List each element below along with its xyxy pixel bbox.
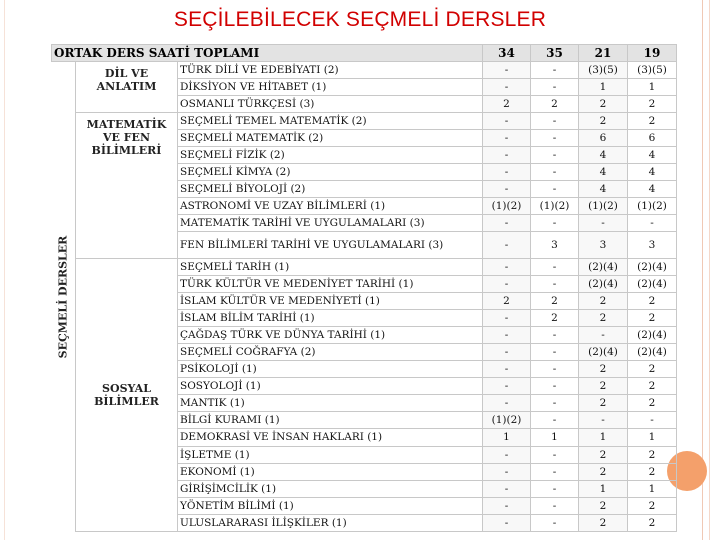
hours-cell: - [531,395,579,412]
hours-cell: 2 [628,395,677,412]
column-header: 35 [531,45,579,62]
hours-cell: - [483,310,531,327]
hours-cell: 6 [579,130,628,147]
hours-cell: - [531,497,579,514]
hours-cell: 4 [628,164,677,181]
hours-cell: - [483,181,531,198]
hours-cell: 1 [628,480,677,497]
hours-cell: - [483,344,531,361]
hours-cell: (1)(2) [579,198,628,215]
hours-cell: 1 [579,480,628,497]
hours-cell: - [531,215,579,232]
hours-cell: - [531,62,579,79]
hours-cell: 3 [579,232,628,259]
course-name: İSLAM KÜLTÜR VE MEDENİYETİ (1) [178,293,483,310]
hours-cell: 1 [579,79,628,96]
hours-cell: - [531,361,579,378]
hours-cell: 2 [531,96,579,113]
course-name: TÜRK KÜLTÜR VE MEDENİYET TARİHİ (1) [178,276,483,293]
hours-cell: 2 [628,113,677,130]
table-row [52,259,677,276]
hours-cell: - [531,327,579,344]
hours-cell: - [483,62,531,79]
hours-cell: - [483,378,531,395]
hours-cell: 2 [628,96,677,113]
hours-cell: - [483,463,531,480]
course-name: SEÇMELİ KİMYA (2) [178,164,483,181]
course-name: ASTRONOMİ VE UZAY BİLİMLERİ (1) [178,198,483,215]
hours-cell: - [531,446,579,463]
hours-cell: - [483,79,531,96]
course-name: SOSYOLOJİ (1) [178,378,483,395]
hours-cell: 4 [579,147,628,164]
hours-cell: (3)(5) [628,62,677,79]
course-name: FEN BİLİMLERİ TARİHİ VE UYGULAMALARI (3) [178,232,483,259]
course-name: TÜRK DİLİ VE EDEBİYATI (2) [178,62,483,79]
slide-frame-right [702,0,720,540]
hours-cell: - [483,446,531,463]
hours-cell: 2 [579,446,628,463]
course-name: BİLGİ KURAMI (1) [178,412,483,429]
hours-cell: - [483,113,531,130]
hours-cell: 4 [628,147,677,164]
group-label: SOSYAL BİLİMLER [76,259,178,532]
hours-cell: (1)(2) [531,198,579,215]
side-label [52,62,76,532]
course-name: YÖNETİM BİLİMİ (1) [178,497,483,514]
side-label-text: SEÇMELİ DERSLER [56,235,70,359]
hours-cell: 2 [579,514,628,531]
hours-cell: - [531,463,579,480]
hours-cell: 2 [579,361,628,378]
hours-cell: 2 [628,378,677,395]
table-row [52,113,677,130]
hours-cell: 1 [531,429,579,446]
hours-cell: (2)(4) [579,276,628,293]
hours-cell: - [483,164,531,181]
hours-cell: (2)(4) [628,344,677,361]
course-name: ULUSLARARASI İLİŞKİLER (1) [178,514,483,531]
hours-cell: - [531,130,579,147]
hours-cell: (2)(4) [579,259,628,276]
hours-cell: 2 [579,96,628,113]
course-name: MANTIK (1) [178,395,483,412]
hours-cell: - [483,514,531,531]
course-name: SEÇMELİ BİYOLOJİ (2) [178,181,483,198]
hours-cell: - [531,147,579,164]
hours-cell: - [483,147,531,164]
hours-cell: 3 [531,232,579,259]
course-name: İSLAM BİLİM TARİHİ (1) [178,310,483,327]
course-name: ÇAĞDAŞ TÜRK VE DÜNYA TARİHİ (1) [178,327,483,344]
hours-cell: (2)(4) [579,344,628,361]
course-name: EKONOMİ (1) [178,463,483,480]
hours-cell: - [531,480,579,497]
hours-cell: 4 [579,181,628,198]
group-label: DİL VE ANLATIM [76,62,178,113]
hours-cell: - [628,215,677,232]
hours-cell: (2)(4) [628,276,677,293]
hours-cell: - [531,378,579,395]
hours-cell: - [483,130,531,147]
elective-courses-table [51,44,677,532]
group-label: MATEMATİK VE FEN BİLİMLERİ [76,113,178,259]
hours-cell: 2 [628,497,677,514]
hours-cell: - [483,232,531,259]
hours-cell: - [531,276,579,293]
hours-cell: - [531,514,579,531]
hours-cell: (1)(2) [483,412,531,429]
hours-cell: 2 [531,293,579,310]
hours-cell: - [531,412,579,429]
hours-cell: (2)(4) [628,259,677,276]
course-name: GİRİŞİMCİLİK (1) [178,480,483,497]
slide-frame-left [4,0,5,540]
hours-cell: - [483,480,531,497]
hours-cell: 4 [579,164,628,181]
hours-cell: - [483,395,531,412]
hours-cell: 2 [579,463,628,480]
hours-cell: 2 [579,113,628,130]
hours-cell: - [628,412,677,429]
hours-cell: (1)(2) [628,198,677,215]
hours-cell: (3)(5) [579,62,628,79]
hours-cell: - [483,327,531,344]
table-row [52,62,677,79]
page-title: SEÇİLEBİLECEK SEÇMELİ DERSLER [173,8,547,31]
hours-cell: 2 [628,514,677,531]
hours-cell: 2 [628,446,677,463]
hours-cell: 2 [628,361,677,378]
hours-cell: - [483,259,531,276]
course-name: MATEMATİK TARİHİ VE UYGULAMALARI (3) [178,215,483,232]
course-name: SEÇMELİ TEMEL MATEMATİK (2) [178,113,483,130]
column-header: 34 [483,45,531,62]
hours-cell: - [531,79,579,96]
hours-cell: 2 [483,96,531,113]
hours-cell: - [579,412,628,429]
hours-cell: 1 [483,429,531,446]
hours-cell: - [483,497,531,514]
hours-cell: - [531,259,579,276]
hours-cell: 3 [628,232,677,259]
hours-cell: - [483,215,531,232]
course-name: DİKSİYON VE HİTABET (1) [178,79,483,96]
hours-cell: 2 [483,293,531,310]
hours-cell: - [483,276,531,293]
hours-cell: - [531,181,579,198]
hours-cell: 4 [628,181,677,198]
course-name: SEÇMELİ MATEMATİK (2) [178,130,483,147]
column-header: 19 [628,45,677,62]
hours-cell: 2 [628,310,677,327]
hours-cell: 2 [579,293,628,310]
course-name: DEMOKRASİ VE İNSAN HAKLARI (1) [178,429,483,446]
course-name: İŞLETME (1) [178,446,483,463]
course-name: SEÇMELİ TARİH (1) [178,259,483,276]
hours-cell: (1)(2) [483,198,531,215]
hours-cell: - [483,361,531,378]
hours-cell: - [579,327,628,344]
column-header: 21 [579,45,628,62]
hours-cell: 2 [579,497,628,514]
course-name: PSİKOLOJİ (1) [178,361,483,378]
hours-cell: - [531,113,579,130]
course-name: OSMANLI TÜRKÇESİ (3) [178,96,483,113]
hours-cell: 1 [628,429,677,446]
hours-cell: 2 [628,463,677,480]
hours-cell: 2 [531,310,579,327]
hours-cell: 2 [628,293,677,310]
hours-cell: 6 [628,130,677,147]
hours-cell: - [531,344,579,361]
course-name: SEÇMELİ FİZİK (2) [178,147,483,164]
hours-cell: - [531,164,579,181]
hours-cell: (2)(4) [628,327,677,344]
hours-cell: 2 [579,378,628,395]
hours-cell: 2 [579,395,628,412]
header-label: ORTAK DERS SAATİ TOPLAMI [52,45,483,62]
hours-cell: 1 [579,429,628,446]
hours-cell: 2 [579,310,628,327]
table-header-row [52,45,677,62]
hours-cell: - [579,215,628,232]
hours-cell: 1 [628,79,677,96]
course-name: SEÇMELİ COĞRAFYA (2) [178,344,483,361]
